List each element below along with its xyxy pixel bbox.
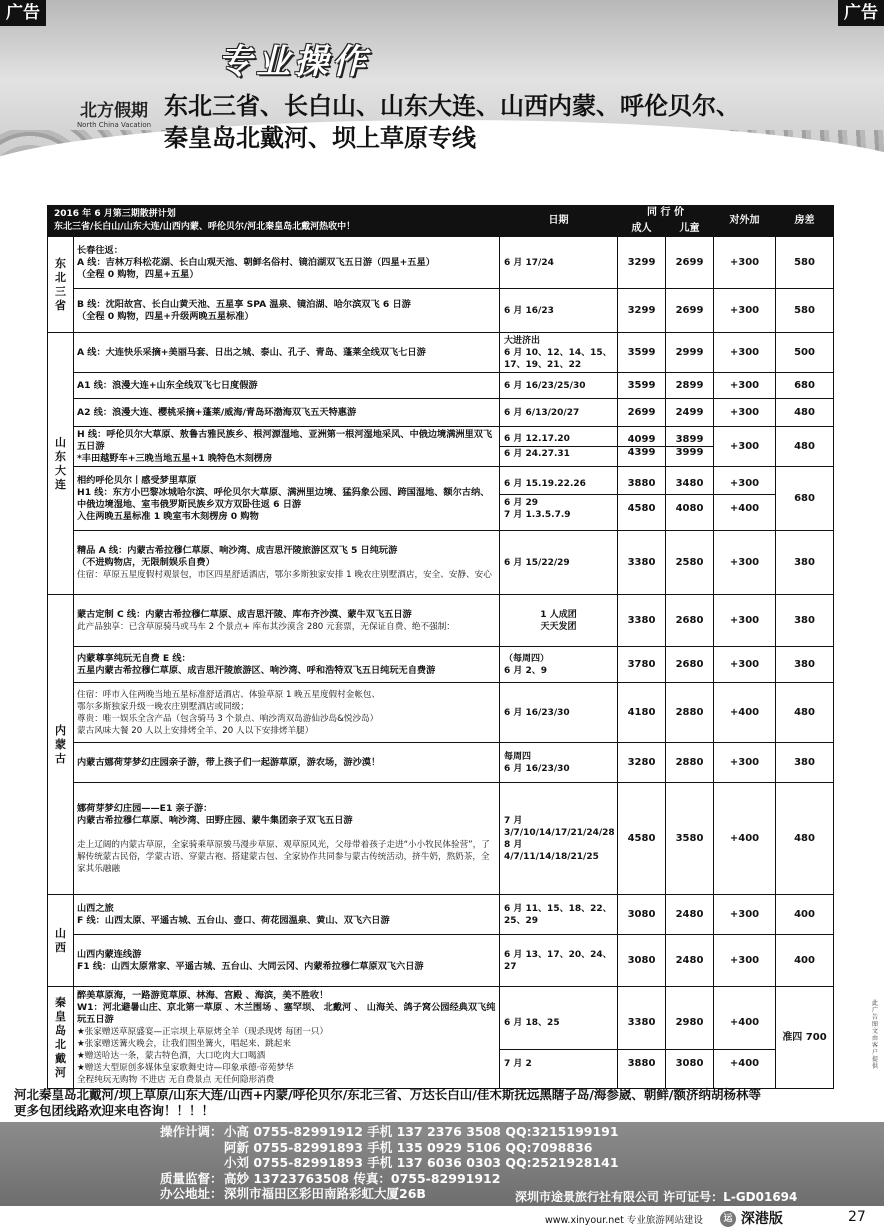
room-diff: 480: [776, 399, 834, 427]
room-diff: 400: [776, 935, 834, 987]
adult-price: 3280: [618, 743, 666, 783]
route-desc: 山西内蒙连线游 F1 线：山西太原常家、平遥古城、五台山、大同云冈、内蒙希拉穆仁草原双飞六日游: [74, 935, 500, 987]
contact-text: 小高 0755-82991912 手机 137 2376 3508 QQ:3215199191: [224, 1124, 619, 1139]
brand-name-en: North China Vacation: [76, 121, 152, 129]
room-diff: 680: [776, 373, 834, 399]
adult-price: 3080: [618, 935, 666, 987]
extra-price: +400: [729, 503, 760, 514]
edition-name: 深港版: [740, 1211, 783, 1227]
adult-price: 3380: [618, 997, 665, 1050]
plan-title: 2016 年 6 月第三期散拼计划: [54, 209, 176, 219]
child-price: 2999: [666, 333, 714, 373]
extra-price: +400: [714, 683, 776, 743]
room-diff: 480: [776, 427, 834, 467]
extra-price: +300: [714, 399, 776, 427]
route-desc-cell: [74, 531, 500, 595]
adult-price: 3880: [618, 474, 665, 495]
adult-price: 3780: [618, 647, 666, 683]
extra-price: +300: [714, 474, 775, 495]
route-desc: B 线：沈阳故宫、长白山黄天池、五星享 SPA 温泉、镜泊湖、哈尔滨双飞 6 日游 （全程 0 购物，四星+升级两晚五星标准）: [74, 289, 500, 333]
extra-price: +300: [714, 895, 776, 935]
table-row: [48, 237, 834, 289]
route-date: 6 月 15.19.22.26: [500, 474, 617, 495]
table-row: [48, 333, 834, 373]
adult-price: 2699: [618, 399, 666, 427]
route-date: 7 月 2: [504, 1059, 532, 1069]
extra-price: +300: [714, 289, 776, 333]
contact-row: [160, 1171, 619, 1187]
adult-price: 3380: [618, 531, 666, 595]
page-number: 27: [848, 1209, 866, 1225]
table-row: [48, 683, 834, 743]
extra-price: +300: [714, 647, 776, 683]
route-desc: 精品 A 线：内蒙古希拉穆仁草原、响沙湾、成吉思汗陵旅游区双飞 5 日纯玩游 （不进购物店，无限制娱乐自费）: [77, 544, 398, 568]
adult-price: 3880: [627, 1058, 656, 1069]
adult-price: 4399: [627, 447, 656, 458]
route-date: 1 人成团 天天发团: [500, 595, 618, 647]
plan-subtitle: 东北三省/长白山/山东大连/山西内蒙、呼伦贝尔/河北秦皇岛北戴河热收中！: [54, 222, 356, 232]
route-desc-detail: 住宿：草原五星度假村观景包，市区四星舒适酒店，鄂尔多斯独家安排 1 晚农庄别墅酒店，安全、安静、安心: [77, 569, 492, 580]
child-price: 2699: [666, 289, 714, 333]
table-row: [48, 427, 834, 467]
route-title: [164, 90, 740, 154]
route-desc: 山西之旅 F 线：山西太原、平遥古城、五台山、壶口、荷花园温泉、黄山、双飞六日游: [74, 895, 500, 935]
route-date: 6 月 24.27.31: [504, 449, 570, 459]
col-child: 儿童: [666, 221, 714, 237]
table-row: [48, 595, 834, 647]
header-banner: [0, 0, 884, 200]
child-price: 2580: [666, 531, 714, 595]
table-row: [48, 935, 834, 987]
room-diff: 380: [776, 531, 834, 595]
route-desc-detail: 走上辽阔的内蒙古草原，全家骑乘草原骏马漫步草原、观草原风光，父母带着孩子走进“小小牧民体验营”，了解传统蒙古民俗，学蒙古语、穿蒙古袍、搭建蒙古包、全家协作共同参与蒙古传统活动，挤牛奶，熬奶茶，全家其乐融融: [77, 839, 490, 874]
route-desc: 蒙古定制 C 线：内蒙古希拉穆仁草原、成吉思汗陵、库布齐沙漠、蒙牛双飞五日游: [77, 608, 412, 620]
extra-price: +300: [714, 237, 776, 289]
brand-name-cn: 北方假期: [80, 101, 148, 121]
route-date-cell: [500, 987, 618, 1089]
adult-price: 3299: [618, 289, 666, 333]
route-date: 6 月 6/13/20/27: [500, 399, 618, 427]
more-routes-line2: 更多包团线路欢迎来电咨询！！！！: [14, 1103, 215, 1118]
route-date-cell: [500, 467, 618, 531]
child-price: 2680: [666, 595, 714, 647]
route-date: 6 月 12.17.20: [500, 432, 617, 447]
room-diff: 380: [776, 743, 834, 783]
route-date: 7 月 3/7/10/14/17/21/24/28 8 月 4/7/11/14/18/21/25: [500, 783, 618, 895]
table-row: [48, 895, 834, 935]
contact-text: 小刘 0755-82991893 手机 137 6036 0303 QQ:2521928141: [224, 1155, 619, 1170]
route-date: （每周四） 6 月 2、9: [500, 647, 618, 683]
region-qinhuangdao: 秦皇岛北戴河: [48, 987, 74, 1089]
region-shanxi: 山西: [48, 895, 74, 987]
adult-price-cell: [618, 467, 666, 531]
room-diff: 580: [776, 237, 834, 289]
room-diff: 480: [776, 783, 834, 895]
route-desc-cell: [74, 783, 500, 895]
child-price-cell: [666, 427, 714, 467]
child-price-cell: [666, 987, 714, 1089]
adult-price: 3380: [618, 595, 666, 647]
route-date: 6 月 18、25: [500, 997, 617, 1050]
route-date: 6 月 15/22/29: [500, 531, 618, 595]
table-row: [48, 987, 834, 1089]
extra-price: +400: [729, 1058, 760, 1069]
route-date: 6 月 13、17、20、24、27: [500, 935, 618, 987]
route-date: 6 月 17/24: [500, 237, 618, 289]
extra-price: +400: [714, 783, 776, 895]
contact-row: [160, 1124, 619, 1140]
ad-label-right: 广告: [838, 0, 884, 26]
route-desc: A2 线：浪漫大连、樱桃采摘+蓬莱/威海/青岛环渤海双飞五天特惠游: [74, 399, 500, 427]
contact-text: 高妙 13723763508 传真：0755-82991912: [224, 1170, 501, 1186]
region-dongbei: 东北三省: [48, 237, 74, 333]
adult-price: 4580: [627, 503, 656, 514]
route-title-line2: 秦皇岛北戴河、坝上草原专线: [164, 124, 476, 152]
route-title-line1: 东北三省、长白山、山东大连、山西内蒙、呼伦贝尔、: [164, 92, 740, 120]
route-desc-cell: [74, 683, 500, 743]
col-room: 房差: [776, 206, 834, 237]
child-price: 2480: [666, 935, 714, 987]
child-price: 2699: [666, 237, 714, 289]
room-diff: 480: [776, 683, 834, 743]
child-price: 3080: [675, 1058, 704, 1069]
room-diff: 680: [776, 467, 834, 531]
table-row: [48, 647, 834, 683]
table-row: [48, 373, 834, 399]
website-credit: www.xinyour.net 专业旅游网站建设: [545, 1215, 703, 1226]
route-desc: 内蒙古娜荷芽梦幻庄园亲子游，带上孩子们一起游草原，游农场，游沙漠！: [74, 743, 500, 783]
table-row: [48, 783, 834, 895]
contact-row: [160, 1155, 619, 1171]
route-desc-detail: 住宿：呼市入住两晚当地五星标准舒适酒店、体验草原 1 晚五星度假村金帐包、 鄂尔多斯独家升级一晚农庄别墅酒店或同级； 尊贵：唯一娱乐全含产品（包含骑马 3 个景点、响沙湾双岛游仙沙岛&悦沙岛） 蒙古风味大餐 20 人以上安排烤全羊、20 人以下安排烤羊腿）: [77, 689, 381, 736]
extra-price: +300: [714, 531, 776, 595]
agency-license: 深圳市途景旅行社有限公司 许可证号：L-GD01694: [515, 1190, 798, 1204]
table-row: [48, 289, 834, 333]
col-adult: 成人: [618, 221, 666, 237]
route-date: 6 月 16/23/25/30: [500, 373, 618, 399]
contact-text: 阿新 0755-82991893 手机 135 0929 5106 QQ:7098836: [224, 1139, 593, 1155]
route-desc-detail: 此产品独享：已含草原骑马或马车 2 个景点+ 库布其沙漠含 280 元套票，无保证自费、绝不强制：: [77, 621, 455, 632]
adult-price-cell: [618, 987, 666, 1089]
room-diff: 500: [776, 333, 834, 373]
route-date-cell: [500, 427, 618, 467]
route-desc: 长春往返： A 线：吉林万科松花湖、长白山观天池、朝鲜名俗村、镜泊湖双飞五日游（四星+五星） （全程 0 购物，四星+五星）: [74, 237, 500, 289]
route-desc-cell: [74, 987, 500, 1089]
child-price-cell: [666, 467, 714, 531]
room-diff: 380: [776, 595, 834, 647]
route-desc: 相约呼伦贝尔丨感受梦里草原 H1 线：东方小巴黎冰城哈尔滨、呼伦贝尔大草原、满洲里边境、猛犸象公园、跨国湿地、额尔古纳、中俄边境湿地、室韦俄罗斯民族乡双方双卧往返 6 日游 入住两晚五星标准 1 晚室韦木刻楞房 0 购物: [74, 467, 500, 531]
room-diff: 400: [776, 895, 834, 935]
extra-price: +300: [714, 373, 776, 399]
adult-price: 4580: [618, 783, 666, 895]
adult-price: 3299: [618, 237, 666, 289]
adult-price: 3599: [618, 333, 666, 373]
adult-price: 4180: [618, 683, 666, 743]
tour-price-table: [47, 205, 834, 1089]
child-price: 4080: [675, 503, 704, 514]
adult-price-cell: [618, 427, 666, 467]
tour-price-table-wrap: [47, 205, 833, 1089]
contact-text: 深圳市福田区彩田南路彩虹大厦26B: [224, 1186, 426, 1201]
route-date: 6 月 16/23/30: [500, 683, 618, 743]
extra-price-cell: [714, 467, 776, 531]
contact-label: 办公地址：: [160, 1186, 223, 1201]
child-price: 2899: [666, 373, 714, 399]
edition-badge-icon: 运: [720, 1211, 736, 1227]
route-desc: A1 线：浪漫大连+山东全线双飞七日度假游: [74, 373, 500, 399]
extra-price-cell: [714, 987, 776, 1089]
contact-label: 操作计调：: [160, 1124, 223, 1139]
route-desc: 内蒙尊享纯玩无自费 E 线： 五星内蒙古希拉穆仁草原、成吉思汗陵旅游区、响沙湾、呼和浩特双飞五日纯玩无自费游: [74, 647, 500, 683]
route-date: 6 月 29 7 月 1.3.5.7.9: [504, 498, 571, 520]
room-diff: 580: [776, 289, 834, 333]
adult-price: 3080: [618, 895, 666, 935]
route-desc: 娜荷芽梦幻庄园——E1 亲子游： 内蒙古希拉穆仁草原、响沙湾、田野庄园、蒙牛集团亲子双飞五日游: [77, 802, 353, 826]
child-price: 3999: [675, 447, 704, 458]
extra-price: +300: [714, 743, 776, 783]
child-price: 3580: [666, 783, 714, 895]
table-row: [48, 531, 834, 595]
table-row: [48, 399, 834, 427]
route-desc: A 线：大连快乐采摘+美丽马套、日出之城、泰山、孔子、青岛、蓬莱全线双飞七日游: [74, 333, 500, 373]
child-price: 2680: [666, 647, 714, 683]
plan-header: [48, 206, 500, 237]
room-diff: 380: [776, 647, 834, 683]
child-price: 2480: [666, 895, 714, 935]
side-note: 此广告图文由客户提供: [872, 1000, 879, 1070]
extra-price: +300: [714, 333, 776, 373]
route-date: 6 月 16/23: [500, 289, 618, 333]
contact-row: [160, 1140, 619, 1156]
route-date: 大进济出 6 月 10、12、14、15、17、19、21、22: [500, 333, 618, 373]
ad-label-left: 广告: [0, 0, 46, 26]
extra-price: +300: [714, 935, 776, 987]
col-peer-price: 同 行 价: [618, 206, 714, 222]
child-price: 2499: [666, 399, 714, 427]
table-row: [48, 743, 834, 783]
child-price: 2880: [666, 743, 714, 783]
region-neimeng: 内蒙古: [48, 595, 74, 895]
contact-label: 质量监督：: [160, 1170, 223, 1186]
route-desc: 醉美草原海，一路游览草原、林海、宫殿 、海滨，美不胜收！ W1：河北避暑山庄、京北第一草原 、木兰围场 、塞罕坝、 北戴河 、 山海关、鸽子窝公园经典双飞纯玩五日游: [77, 989, 496, 1025]
col-date: 日期: [500, 206, 618, 237]
child-price: 3480: [666, 474, 713, 495]
more-routes-notice: [14, 1087, 864, 1119]
child-price: 3899: [666, 434, 713, 447]
more-routes-line1: 河北秦皇岛北戴河/坝上草原/山东大连/山西+内蒙/呼伦贝尔/东北三省、万达长白山/佳木斯抚远黑瞎子岛/海参崴、朝鲜/额济纳胡杨林等: [14, 1087, 761, 1102]
region-shandong: 山东大连: [48, 333, 74, 595]
child-price: 2880: [666, 683, 714, 743]
table-row: [48, 467, 834, 531]
adult-price: 4099: [618, 434, 665, 447]
edition-label: [720, 1208, 783, 1228]
col-extra: 对外加: [714, 206, 776, 237]
adult-price: 3599: [618, 373, 666, 399]
route-desc: H 线：呼伦贝尔大草原、敖鲁古雅民族乡、根河源湿地、亚洲第一根河湿地采风、中俄边境满洲里双飞五日游 *丰田越野车+三晚当地五星+1 晚特色木刻楞房: [74, 427, 500, 467]
room-diff: 准四 700: [776, 987, 834, 1089]
brand-logo: [66, 96, 162, 129]
extra-price: +400: [714, 997, 775, 1050]
child-price: 2980: [666, 997, 713, 1050]
route-date: 每周四 6 月 16/23/30: [500, 743, 618, 783]
route-desc-cell: [74, 595, 500, 647]
extra-price: +300: [714, 427, 776, 467]
route-date: 6 月 11、15、18、22、25、29: [500, 895, 618, 935]
route-desc-detail: ★张家赠送草原盛宴—正宗坝上草原烤全羊（现杀现烤 每团一只） ★张家赠送篝火晚会，让我们围坐篝火，唱起来、跳起来 ★赠送哈达一条，蒙古特色酒，大口吃肉大口喝酒 ★赠送大型原创多媒体皇家歌舞史诗—印象承德·帝苑梦华 全程纯玩无购物 不进店 无自费景点 无任何隐形消费: [77, 1026, 329, 1085]
professional-operation-title: 专业操作: [218, 42, 370, 82]
extra-price: +300: [714, 595, 776, 647]
